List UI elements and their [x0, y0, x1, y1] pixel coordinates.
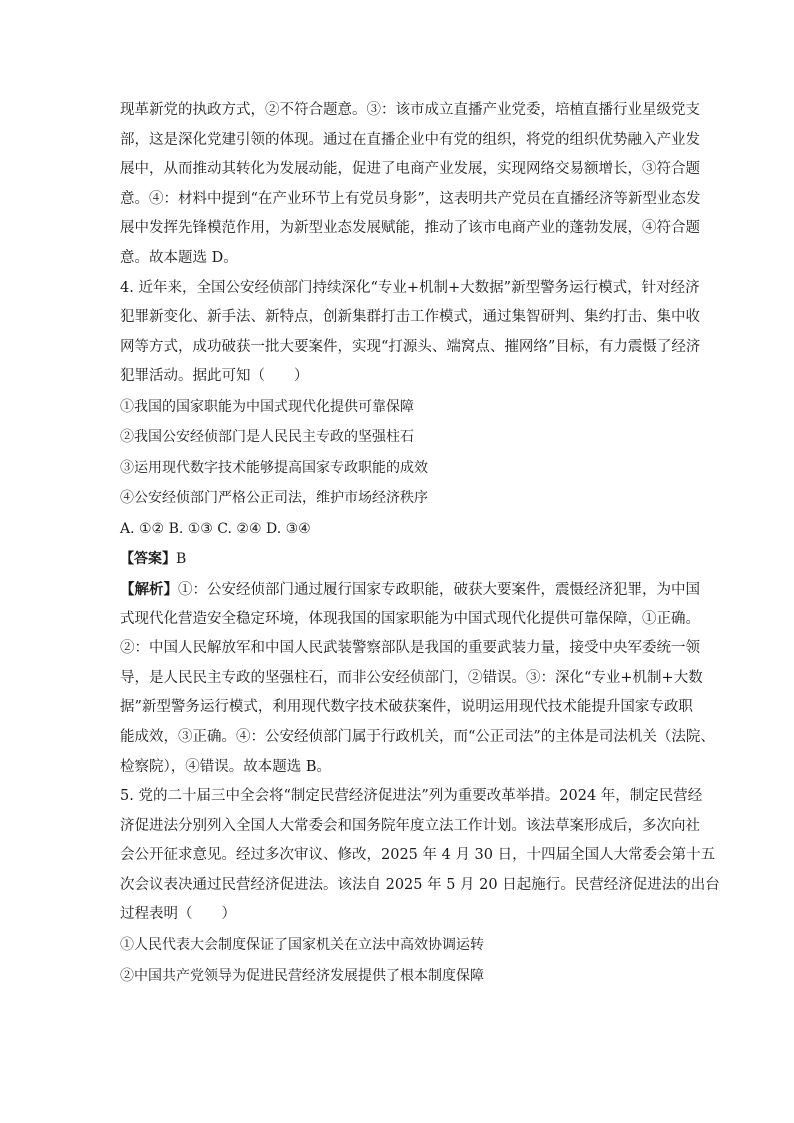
text-line: 意。故本题选 D。 [120, 249, 238, 266]
text-line: 展中发挥先锋模范作用，为新型业态发展赋能，推动了该市电商产业的蓬勃发展，④符合题 [120, 220, 700, 237]
analysis-line: 检察院），④错误。故本题选 B。 [120, 758, 332, 775]
analysis-text: ①：公安经侦部门通过履行国家专政职能，破获大要案件，震慑经济犯罪，为中国 [178, 581, 700, 598]
question-stem-line: 次会议表决通过民营经济促进法。该法自 2025 年 5 月 20 日起施行。民营经济促进法的出台 [120, 876, 720, 893]
analysis-line: ②：中国人民解放军和中国人民武装警察部队是我国的重要武装力量，接受中央军委统一领 [120, 640, 700, 657]
question-stem-line: 网等方式，成功破获一批大要案件，实现“打源头、端窝点、摧网络”目标，有力震慑了经济 [120, 338, 701, 355]
question-stem-line: 犯罪新变化、新手法、新特点，创新集群打击工作模式，通过集智研判、集约打击、集中收 [120, 309, 700, 326]
question-option: ②中国共产党领导为促进民营经济发展提供了根本制度保障 [120, 967, 484, 984]
text-line: 意。④：材料中提到“在产业环节上有党员身影”，这表明共产党员在直播经济等新型业态发 [120, 190, 701, 207]
question-stem-line: 犯罪活动。据此可知（ ） [120, 368, 309, 385]
question-4 [120, 274, 715, 783]
analysis-line: 式现代化营造安全稳定环境，体现我国的国家职能为中国式现代化提供可靠保障，①正确。 [120, 610, 700, 627]
text-line: 部，这是深化党建引领的体现。通过在直播企业中有党的组织，将党的组织优势融入产业发 [120, 131, 700, 148]
question-stem-line: 5. 党的二十届三中全会将“制定民营经济促进法”列为重要改革举措。2024 年，制定民营经 [120, 788, 703, 805]
answer-value: B [176, 551, 187, 568]
question-5 [120, 782, 720, 991]
analysis-tag: 【解析】 [120, 580, 178, 598]
question-stem-line: 会公开征求意见。经过多次审议、修改，2025 年 4 月 30 日，十四届全国人大常委会第十五 [120, 847, 716, 864]
question-stem-line: 济促进法分别列入全国人大常委会和国务院年度立法工作计划。该法草案形成后，多次向社 [120, 817, 700, 834]
analysis-line [120, 575, 700, 605]
question-stem-line: 过程表明（ ） [120, 906, 236, 923]
text-line: 现革新党的执政方式，②不符合题意。③：该市成立直播产业党委，培植直播行业星级党支 [120, 102, 700, 118]
text-line: 展中，从而推动其转化为发展动能，促进了电商产业发展，实现网络交易额增长，③符合题 [120, 161, 700, 178]
document-page [120, 96, 720, 991]
answer-tag: 【答案】 [120, 551, 176, 568]
question-stem-line: 4. 近年来，全国公安经侦部门持续深化“专业+机制+大数据”新型警务运行模式，针对经济 [120, 279, 700, 296]
question-option: ①我国的国家职能为中国式现代化提供可靠保障 [120, 398, 414, 415]
analysis-line: 据”新型警务运行模式，利用现代数字技术破获案件，说明运用现代技术能提升国家专政职 [120, 699, 693, 716]
question-option: ③运用现代数字技术能够提高国家专政职能的成效 [120, 459, 428, 476]
question-option: ②我国公安经侦部门是人民民主专政的坚强柱石 [120, 429, 414, 446]
answer-line [120, 544, 684, 575]
analysis-line: 能成效，③正确。④：公安经侦部门属于行政机关，而“公正司法”的主体是司法机关（法院、 [120, 728, 715, 745]
analysis-line: 导，是人民民主专政的坚强柱石，而非公安经侦部门，②错误。③：深化“专业+机制+大数 [120, 669, 703, 686]
question-option: ①人民代表大会制度保证了国家机关在立法中高效协调运转 [120, 937, 484, 954]
answer-choices: A. ①② B. ①③ C. ②④ D. ③④ [120, 520, 311, 537]
analysis-q3-continued [120, 96, 701, 274]
question-option: ④公安经侦部门严格公正司法，维护市场经济秩序 [120, 490, 428, 507]
